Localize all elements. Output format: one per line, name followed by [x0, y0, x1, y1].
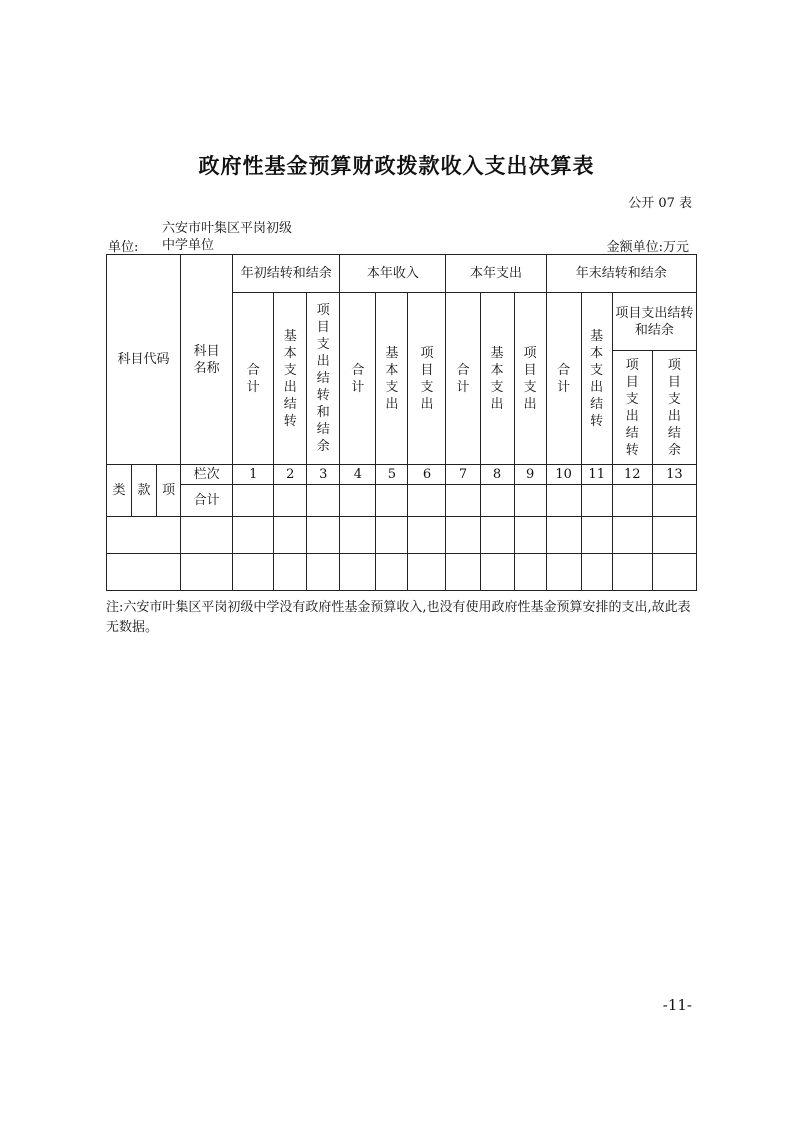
table-cell: [376, 485, 408, 517]
col-number: 6: [408, 465, 446, 485]
col-number: 3: [307, 465, 340, 485]
group-project-carry-header: 项目支出结转和结余: [612, 293, 696, 351]
table-cell: [233, 554, 274, 591]
col-10-header: 合计: [546, 293, 581, 465]
table-cell: [340, 517, 376, 554]
table-cell: [376, 554, 408, 591]
group-closing-header: 年末结转和结余: [546, 255, 696, 293]
table-cell: [546, 517, 581, 554]
table-cell: [181, 517, 233, 554]
table-cell: [514, 554, 546, 591]
page-title: 政府性基金预算财政拨款收入支出决算表: [198, 154, 595, 178]
table-cell: [181, 554, 233, 591]
table-cell: [612, 485, 652, 517]
table-cell: [233, 517, 274, 554]
col-number: 9: [514, 465, 546, 485]
col-4-header: 合计: [340, 293, 376, 465]
col-12-header: 项目支出结转: [612, 351, 652, 465]
table-cell: [307, 485, 340, 517]
table-cell: [307, 517, 340, 554]
col-11-header: 基本支出结转: [581, 293, 612, 465]
table-cell: [546, 485, 581, 517]
table-cell: [480, 554, 514, 591]
table-cell: [408, 485, 446, 517]
table-cell: [612, 554, 652, 591]
col-number: 10: [546, 465, 581, 485]
table-cell: [612, 517, 652, 554]
table-cell: [581, 517, 612, 554]
table-cell: [107, 517, 181, 554]
table-cell: [107, 554, 181, 591]
col-5-header: 基本支出: [376, 293, 408, 465]
xiang-header: 项: [157, 465, 181, 517]
table-cell: [480, 517, 514, 554]
table-cell: [274, 554, 307, 591]
fund-budget-table: [106, 254, 697, 591]
col-number: 1: [233, 465, 274, 485]
table-cell: [581, 485, 612, 517]
form-number: 公开 07 表: [628, 196, 692, 211]
col-1-header: 合计: [233, 293, 274, 465]
lei-header: 类: [107, 465, 132, 517]
table-cell: [581, 554, 612, 591]
col-number: 11: [581, 465, 612, 485]
table-cell: [446, 485, 480, 517]
col-6-header: 项目支出: [408, 293, 446, 465]
table-cell: [652, 517, 696, 554]
table-cell: [274, 517, 307, 554]
col-number: 5: [376, 465, 408, 485]
col-13-header: 项目支出结余: [652, 351, 696, 465]
table-cell: [514, 485, 546, 517]
footnote: 注:六安市叶集区平岗初级中学没有政府性基金预算收入,也没有使用政府性基金预算安排的支出,故此表无数据。: [106, 600, 691, 635]
col-9-header: 项目支出: [514, 293, 546, 465]
subject-name-header: 科目名称: [181, 255, 233, 465]
group-income-header: 本年收入: [340, 255, 446, 293]
col-3-header: 项目支出结转和结余: [307, 293, 340, 465]
kuan-header: 款: [132, 465, 157, 517]
table-cell: [446, 554, 480, 591]
col-8-header: 基本支出: [480, 293, 514, 465]
col-number: 2: [274, 465, 307, 485]
table-cell: [376, 517, 408, 554]
table-cell: [546, 554, 581, 591]
table-cell: [652, 485, 696, 517]
table-cell: [340, 485, 376, 517]
group-opening-header: 年初结转和结余: [233, 255, 340, 293]
col-number: 8: [480, 465, 514, 485]
table-cell: [408, 517, 446, 554]
page-number: -11-: [662, 996, 692, 1014]
table-cell: [408, 554, 446, 591]
amount-unit: 金额单位:万元: [606, 240, 689, 255]
table-cell: [480, 485, 514, 517]
col-number: 4: [340, 465, 376, 485]
table-cell: [233, 485, 274, 517]
table-cell: [514, 517, 546, 554]
group-expense-header: 本年支出: [446, 255, 546, 293]
col-7-header: 合计: [446, 293, 480, 465]
total-row-label: 合计: [181, 485, 233, 517]
col-number: 12: [612, 465, 652, 485]
col-number: 7: [446, 465, 480, 485]
unit-name: 六安市叶集区平岗初级中学单位: [162, 221, 293, 253]
table-cell: [274, 485, 307, 517]
unit-label: 单位:: [108, 240, 139, 255]
table-cell: [340, 554, 376, 591]
table-cell: [307, 554, 340, 591]
table-cell: [446, 517, 480, 554]
col-number: 13: [652, 465, 696, 485]
subject-code-header: 科目代码: [107, 255, 181, 465]
table-cell: [652, 554, 696, 591]
lanci-label: 栏次: [181, 465, 233, 485]
col-2-header: 基本支出结转: [274, 293, 307, 465]
